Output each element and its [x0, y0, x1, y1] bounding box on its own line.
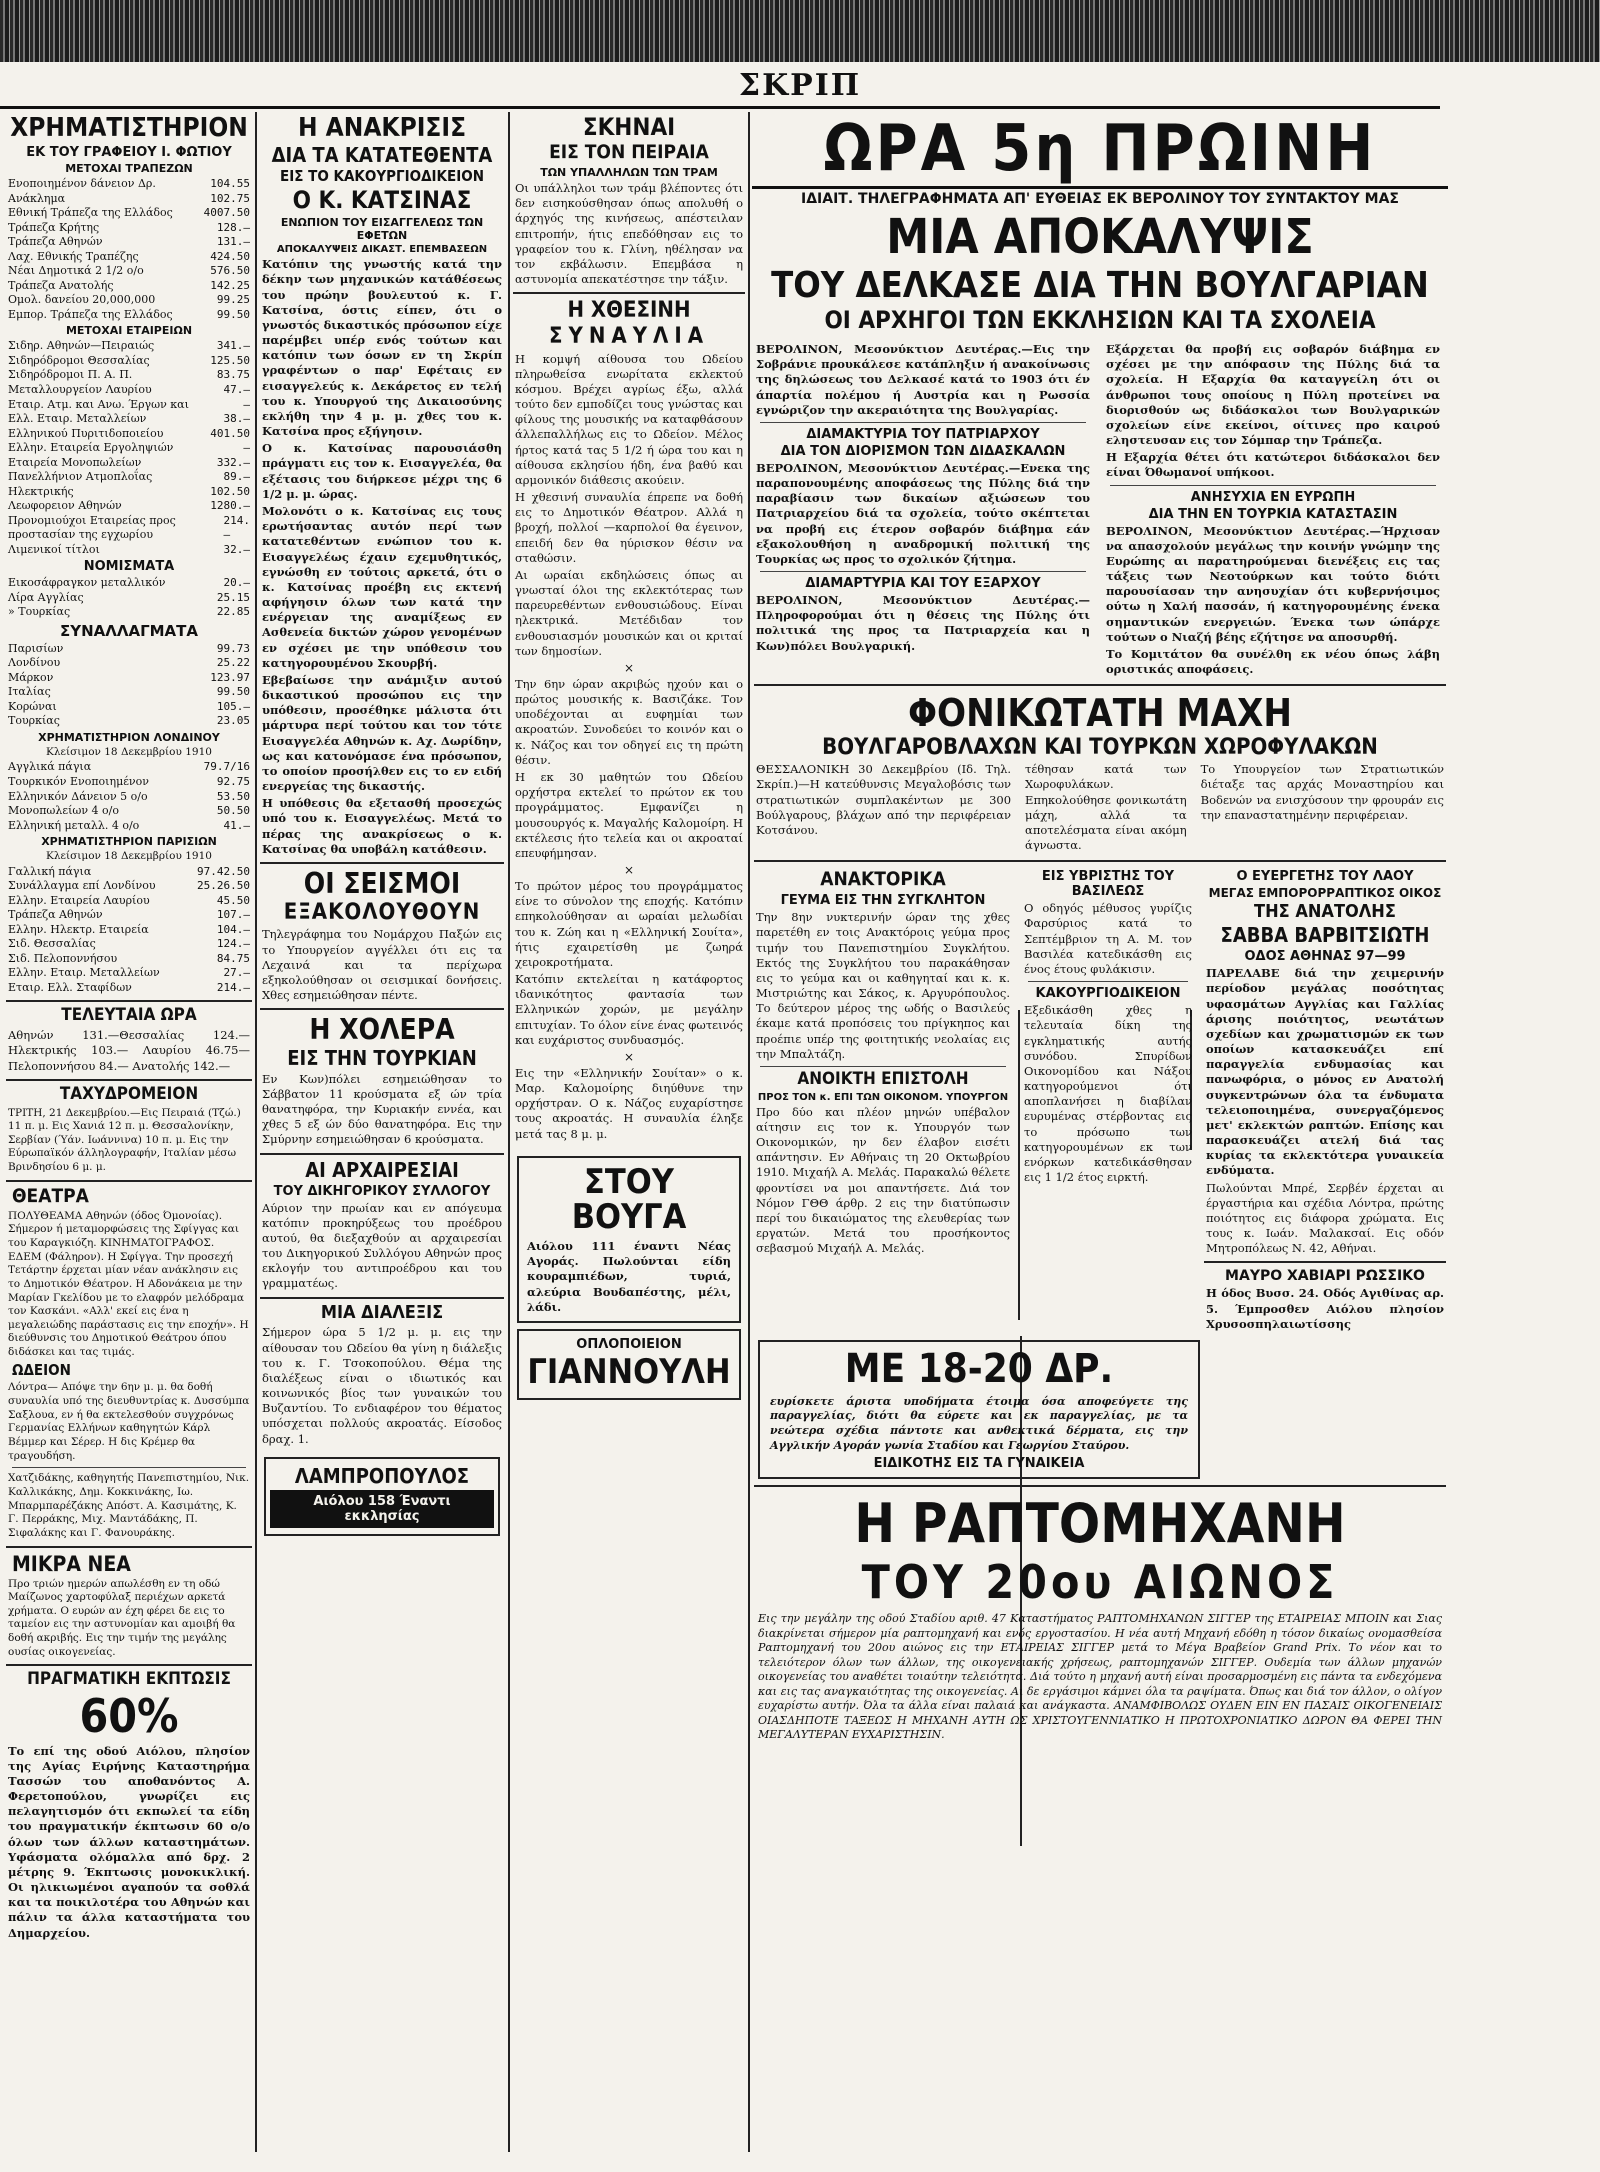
last-hour-text: Αθηνών 131.—Θεσσαλίας 124.—Ηλεκτρικής 103.— Λαυρίου 46.75—Πελοποννήσου 84.— Ανατολής 142.—: [8, 1028, 250, 1073]
row-value: 99.25: [216, 293, 250, 307]
row-label: Ελλην. Εταιρεία Εργοληψιών: [8, 441, 174, 455]
concert-heading: Η ΧΘΕΣΙΝΗ: [567, 298, 691, 324]
battle-subheading: ΒΟΥΛΓΑΡΟΒΛΑΧΩΝ ΚΑΙ ΤΟΥΡΚΩΝ ΧΩΡΟΦΥΛΑΚΩΝ: [822, 735, 1378, 761]
cholera-heading: Η ΧΟΛΕΡΑ: [309, 1013, 455, 1047]
row-label: Μάρκον: [8, 670, 54, 684]
early-edition-heading: ΩΡΑ 5η ΠΡΩΙΝΗ: [752, 112, 1448, 189]
row-label: Μονοπωλείων 4 ο/ο: [8, 804, 119, 818]
row-value: 131.—: [216, 235, 250, 249]
table-row: [8, 775, 250, 790]
row-label: Ελλ. Εταιρ. Μεταλλείων: [8, 412, 147, 426]
battle-text-3: Το Υπουργείον των Στρατιωτικών διέταξε τας αρχάς Μοναστηρίου και Βοδενών να ενισχύσουν την φρουράν εις την επαναστατημένην περιφέρειαν.: [1200, 762, 1444, 822]
row-value: 424.50: [210, 249, 250, 263]
column-divider: [255, 112, 257, 2152]
row-label: Συνάλλαγμα επί Λονδίνου: [8, 879, 156, 893]
theatres-text: ΠΟΛΥΘΕΑΜΑ Αθηνών (όδος Όμονοίας). Σήμερον ή μεταμορφώσεις της Σφίγγας και του Καραγκιόζη. ΚΙΝΗΜΑΤΟΓΡΑΦΟΣ. ΕΔΕΜ (Φάληρον). Η Σφίγγα. Την προσεχή Τετάρτην έρχεται μίαν νέαν ανάκλησιν εις το Δημοτικόν Θέατρον. Η Αδονάκεια με την Μαρίαν Γκελίδου με το ελαφρόν μελόδραμα τον Κασκάνι. «Αλλ' εκεί εις ένα η μεγαλειώδης παράστασις εις την εποχήν». Η διεύθυνσις του Δημοτικού Θεάτρου όπου διδάσκει και τας τιμάς.: [8, 1209, 249, 1359]
table-row: [8, 591, 250, 606]
exchange-rates-heading: ΣΥΝΑΛΛΑΓΜΑΤΑ: [59, 621, 199, 640]
concert-subheading: ΣΥΝΑΥΛΙΑ: [548, 324, 710, 350]
row-value: 20.—: [223, 576, 250, 590]
row-label: Λονδίνου: [8, 656, 61, 670]
coins-heading: ΝΟΜΙΣΜΑΤΑ: [83, 559, 175, 575]
row-label: Σιδ. Πελοποννήσου: [8, 951, 118, 965]
table-row: [8, 264, 250, 279]
row-value: 214.—: [223, 513, 250, 542]
table-row: [8, 456, 250, 471]
table-row: [8, 894, 250, 909]
revelation-subheading: ΤΟΥ ΔΕΛΚΑΣΕ ΔΙΑ ΤΗΝ ΒΟΥΛΓΑΡΙΑΝ: [771, 265, 1429, 306]
row-label: Νέαι Δημοτικά 2 1/2 ο/ο: [8, 264, 144, 278]
scenes-subheading: ΕΙΣ ΤΟΝ ΠΕΙΡΑΙΑ: [549, 141, 709, 164]
tailor-text: ΠΑΡΕΛΑΒΕ διά την χειμερινήν περίοδον μεγάλας ποσότητας υφασμάτων Αγγλίας και Γαλλίας άρισης ποιότητος, νεωτάτων σχεδίων και χρωματισμών εκ των οποίων κατασκευάζει επί παραγγελία ενδυμασίας και πανωφόρια, ο μόνος εν Ανατολή συγκεντρώνων όλα τα ένδυματα τελειοποιημένα, συνεργαζόμενος μετ' εκλεκτών ραπτών. Επίσης και παρασκευάζει ατελή διά τας κυρίας τα εκλεκτότερα γυναικεία ενδύματα.: [1206, 966, 1444, 1178]
row-label: Ομολ. δανείου 20,000,000: [8, 293, 156, 307]
palace-heading: ΑΝΑΚΤΟΡΙΚΑ: [820, 868, 946, 891]
row-label: Σιδηρόδρομοι Θεσσαλίας: [8, 353, 150, 367]
concert-text-7: Κατόπιν εκτελείται η κατάφορτος ιδανικότητος φαντασία των Ελληνικών χορών, με μεγάλην επιτυχίαν. Το όλον είνε ένας φωτεινός και ευχάριστος συνδυασμός.: [515, 972, 743, 1047]
row-label: Πανελλήνιον Ατμοπλοΐας: [8, 470, 153, 484]
london-date: Κλείσιμον 18 Δεκεμβρίου 1910: [46, 745, 212, 758]
table-row: [8, 966, 250, 981]
row-label: Τράπεζα Αθηνών: [8, 235, 103, 249]
concert-text-5: Η εκ 30 μαθητών του Ωδείου ορχήστρα εκτελεί το πρώτον εκ του προγράμματος. Εμφανίζει η μουσουργός κ. Μαγαλής Καλομοίρη. Η εκτέλεσις ήτο τελεία και οι ακροαταί επευφήμησαν.: [515, 769, 743, 860]
row-value: 107.—: [216, 908, 250, 922]
table-row: [8, 714, 250, 729]
table-row: [8, 543, 250, 558]
small-news-text: Προ τριών ημερών απωλέσθη εν τη οδώ Μαίζωνος χαρτοφύλαξ περιέχων αρκετά χρήματα. Ο ευρών αν έχη φέρει δε εις το ταμείον εις την αστυνομίαν και αμοιβή θα δοθή ακριβής. Εις την τιμήν της μεγάλης ουσίας οικογενείας.: [8, 1577, 236, 1658]
concert-text-2: Η χθεσινή συναυλία έπρεπε να δοθή εις το Δημοτικόν Θέατρον. Αλλά η βροχή, πολλοί —καρπολοί θα έγεινον, επειδή δεν θα ηύρισκον θέσιν να σταθώσιν.: [515, 490, 743, 565]
king-insult-text: Ο οδηγός μέθυσος γυρίζις Φαρσύριος κατά το Σεπτέμβριον τη Α. Μ. τον Βασιλέα κατεδικάσθη εις ένος έτους φυλάκισιν.: [1024, 901, 1192, 976]
table-row: [8, 865, 250, 880]
row-label: Ηλεκτρικής: [8, 484, 74, 498]
table-row: [8, 192, 250, 207]
table-row: [8, 576, 250, 591]
table-row: [8, 485, 250, 500]
telegrams-banner: ΙΔΙΑΙΤ. ΤΗΛΕΓΡΑΦΗΜΑΤΑ ΑΠ' ΕΥΘΕΙΑΣ ΕΚ ΒΕΡΟΛΙΝΟΥ ΤΟΥ ΣΥΝΤΑΚΤΟΥ ΜΑΣ: [801, 191, 1399, 207]
row-label: Ανάκλημα: [8, 191, 66, 205]
post-office-text: ΤΡΙΤΗ, 21 Δεκεμβρίου.—Εις Πειραιά (Τζώ.) 11 π. μ. Εις Χανιά 12 π. μ. Θεσσαλονίκην, Σερβίαν (Ύάν. Ιωάννινα) 10 π. μ. Εις την Εύρωπαϊκόν άλληλογραφήν, Ιταλίαν μέσω Βρινδησίου 6 μ. μ.: [8, 1106, 241, 1174]
exarch-protest-text: ΒΕΡΟΛΙΝΟΝ, Μεσονύκτιον Δευτέρας.—Πληροφορούμαι ότι η θέσεις της Πύλης ότι πολιτικά της προς τα Πατριαρχεία και η Κων)πόλει Βουλγαρική.: [756, 593, 1090, 653]
row-label: Κορώναι: [8, 699, 57, 713]
exarch-protest-heading: ΔΙΑΜΑΡΤΥΡΙΑ ΚΑΙ ΤΟΥ ΕΞΑΡΧΟΥ: [805, 576, 1041, 592]
shoes-ad: [758, 1340, 1200, 1479]
table-row: [8, 279, 250, 294]
scenes-heading: ΣΚΗΝΑΙ: [582, 113, 676, 141]
row-value: 401.50: [210, 426, 250, 440]
table-row: [8, 804, 250, 819]
shoes-ad-specialty: ΕΙΔΙΚΟΤΗΣ ΕΙΣ ΤΑ ΓΥΝΑΙΚΕΙΑ: [873, 1456, 1085, 1472]
row-value: 1280.—: [210, 499, 250, 513]
table-row: [8, 235, 250, 250]
lower-right: [1202, 867, 1448, 1334]
bank-shares-heading: ΜΕΤΟΧΑΙ ΤΡΑΠΕΖΩΝ: [65, 162, 193, 176]
concert-text-3: Αι ωραίαι εκδηλώσεις όπως αι γνωσταί όλοι της εκλεκτότερας των παρευρεθέντων ενθουσιώδους. Είναι ηλεκτρικά. Μετέδιδαν τον ενθουσιασμόν μουσικών και οι κριταί των δημοσίων.: [515, 567, 743, 658]
exchange-rates-table: [4, 642, 254, 729]
tailor-name: ΣΑΒΒΑ ΒΑΡΒΙΤΣΙΩΤΗ: [1220, 923, 1430, 948]
table-row: [8, 383, 250, 398]
table-row: [8, 177, 250, 192]
palace-subheading: ΓΕΥΜΑ ΕΙΣ ΤΗΝ ΣΥΓΚΛΗΤΟΝ: [780, 893, 986, 909]
table-row: [8, 937, 250, 952]
lampropoulos-ad-heading: ΛΑΜΠΡΟΠΟΥΛΟΣ: [294, 1463, 470, 1488]
row-value: 32.—: [223, 542, 250, 556]
row-label: Ελλην. Ηλεκτρ. Εταιρεία: [8, 922, 149, 936]
concert-text-6: Το πρώτον μέρος του προγράμματος είνε το σύνολον της εποχής. Κατόπιν επηκολούθησαν αι ωραίαι μελωδίαι του κ. Ζώη και η «Ελληνική Σουίτα», ήτις εχαιρετίσθη με ζωηρά χειροκροτήματα.: [515, 879, 743, 969]
concert-text-4: Την 6ην ώραν ακριβώς ηχούν και ο πρώτος μουσικής κ. Βασιζάκε. Τον υποδέχονται αι ευφημίαι των ακροατών. Συνοδεύει το κοινόν και ο κ. Νάζος και τον οδηγεί εις τη πρώτη θέσιν.: [515, 676, 743, 767]
caviar-heading: ΜΑΥΡΟ ΧΑΒΙΑΡΙ ΡΩΣΣΙΚΟ: [1225, 1268, 1425, 1285]
battle-text-1: ΘΕΣΣΑΛΟΝΙΚΗ 30 Δεκεμβρίου (Ιδ. Τηλ. Σκρίπ.)—Η κατεύθυνσις Μεγαλοβόσις των στρατιωτικών συμπλακέντων με 300 Βούλγαρους, βλάχων από την περιφέρειαν Κοτσάνου.: [756, 762, 1012, 837]
row-label: Ελλην. Εταιρ. Μεταλλείων: [8, 966, 160, 980]
row-value: 4007.50: [203, 206, 250, 220]
europe-concern-heading: ΑΝΗΣΥΧΙΑ ΕΝ ΕΥΡΩΠΗ: [1190, 489, 1356, 505]
row-value: 105.—: [216, 699, 250, 713]
inquiry-text-1: Κατόπιν της γνωστής κατά την δέκην των μηχανικών κατάθέσεως του πρώην βουλευτού κ. Γ. Κατσίνα, όστις είπεν, ότι ο γνωστός δικαστικός πρόσωπον είχε παρέμβει υπέρ ενός τούτων και κατόπιν των όσων εν τη Σκρίπ γραφέντων ο παρ' Εφέταις εν εισαγγελεύς κ. Δεκάρετος εν τελή του κ. Υπουργού της Δικαιοσύνης εκλήθη την 4 μ. μ. χθες του κ. Κατσίνα προς εξήγησιν.: [262, 257, 502, 439]
bank-shares-table: [4, 177, 254, 322]
inquiry-subheading-2: ΕΙΣ ΤΟ ΚΑΚΟΥΡΓΙΟΔΙΚΕΙΟΝ: [279, 167, 485, 186]
inquiry-text-2: Ο κ. Κατσίνας παρουσιάσθη πράγματι εις τον κ. Εισαγγελέα, θα εξέτασις του διήρκεσε μέχρι της 6 1/2 μ. μ. ώρας.: [262, 441, 502, 501]
row-value: 84.75: [216, 951, 250, 965]
masthead: ΣΚΡΙΠ: [738, 68, 862, 103]
katsinas-heading: Ο Κ. ΚΑΤΣΙΝΑΣ: [292, 186, 472, 215]
row-value: 22.85: [216, 605, 250, 619]
row-value: 89.—: [223, 470, 250, 484]
row-value: 25.15: [216, 590, 250, 604]
scenes-subheading-2: ΤΩΝ ΥΠΑΛΛΗΛΩΝ ΤΩΝ ΤΡΑΜ: [540, 166, 718, 180]
lecture-heading: ΜΙΑ ΔΙΑΛΕΞΙΣ: [320, 1301, 444, 1323]
table-row: [8, 514, 250, 543]
row-value: —: [243, 441, 250, 455]
revelation-text-2: Εξάρχεται θα προβή εις σοβαρόν διάβημα εν σχέσει με την απόφασιν της Πύλης διά τα σχολεία. Η Εξαρχία θα καταγγείλη ότι οι άνθρωποι τους οποίους η Πύλη προτείνει να διορισθούν ως διδάσκαλοι των Βουλγαρικών σχολείων είνε εκείνοι, οίτινες προ καιρού εληστευσαν εις τον Σόμπαρ την Τράπεζα.: [1106, 342, 1440, 448]
lecture-text: Σήμερον ώρα 5 1/2 μ. μ. εις την αίθουσαν του Ωδείου θα γίνη η διάλεξις του κ. Γ. Τσοκοπούλου. Θέμα της διαλέξεως είναι ο ιδιωτικός και κοινωνικός βίος των γυναικών του Βυζαντίου. Το ενδιαφέρον του θέματος υπόσχεται πολλούς ακροατάς. Είσοδος δραχ. 1.: [262, 1325, 502, 1446]
row-label: Τουρκίας: [8, 714, 60, 728]
row-value: 50.50: [216, 804, 250, 818]
table-row: [8, 908, 250, 923]
paris-table: [4, 865, 254, 996]
row-value: 45.50: [216, 893, 250, 907]
row-label: Ιταλίας: [8, 685, 51, 699]
cholera-subheading: ΕΙΣ ΤΗΝ ΤΟΥΡΚΙΑΝ: [287, 1045, 477, 1070]
names-text: Χατζιδάκης, καθηγητής Πανεπιστημίου, Νικ. Καλλικάκης, Δημ. Κοκκινάκης, Ιω. Μπαρμπαρέζάκης Απόστ. Α. Κασιμάτης, Κ. Γ. Περράκης, Μιχ. Μαντάδάκης, Π. Σιφαλάκης και Γ. Φανουράκης.: [8, 1472, 250, 1539]
table-row: [8, 206, 250, 221]
inquiry-text-5: Η υπόθεσις θα εξετασθή προσεχώς υπό του κ. Εισαγγελέως. Μετά το πέρας της ανακρίσεως ο κ. Κατσίνας θα υποβάλη κατάθεσιν.: [262, 796, 502, 856]
concert-text-1: Η κομψή αίθουσα του Ωδείου πληρωθείσα ενωρίτατα εκλεκτού κόσμου. Βρέχει αγρίως έξω, αλλά τούτο δεν εμποδίζει τους γνώστας και φίλους της μουσικής να καταφθάσουν άλλεπαλλήλως εις το Ωδείον. Μέλος ήρτος κατά τας 5 1/2 ή ώρα του και η αίθουσα εκλησίου ήδη, ένα βαθύ και αρμονικόν διάθεσις ακούειν.: [515, 351, 743, 487]
column-telegrams: [752, 112, 1448, 2162]
lower-left: [752, 867, 1014, 1334]
row-label: Ελληνικόν Δάνειον 5 ο/ο: [8, 789, 148, 803]
row-value: —: [243, 397, 250, 411]
europe-concern-text-2: Το Κομιτάτον θα συνέλθη εκ νέου όπως λάβη οριστικάς αποφάσεις.: [1106, 646, 1440, 677]
lower-middle: [1020, 867, 1196, 1334]
row-value: 142.25: [210, 278, 250, 292]
table-row: [8, 923, 250, 938]
table-row: [8, 642, 250, 657]
table-row: [8, 879, 250, 894]
company-shares-table: [4, 339, 254, 557]
patriarch-protest-text: ΒΕΡΟΛΙΝΟΝ, Μεσονύκτιον Δευτέρας.—Ενεκα της παραπονουμένης αποφάσεως της Πύλης διά την παραβίασιν των δικαίων αξιώσεων του Πατριαρχείου διά τα σχολεία, τούτο σκέπτεται να προβή εις έτερον σοβαρόν διάβημα εάν εξακολουθήση η αναδρομική πολιτική της Τουρκίας ως προς το σχολικόν ζήτημα.: [756, 460, 1090, 566]
row-label: Προνομιούχοι Εταιρείας προς προστασίαν της εγχωρίου: [8, 513, 176, 542]
company-shares-heading: ΜΕΤΟΧΑΙ ΕΤΑΙΡΕΙΩΝ: [65, 324, 193, 338]
vouga-ad-heading: ΣΤΟΥ ΒΟΥΓΑ: [571, 1161, 687, 1238]
revelation-text-1: ΒΕΡΟΛΙΝΟΝ, Μεσονύκτιον Δευτέρας.—Εις την Σοβράνιε προυκάλεσε κατάπληξιν ή ανακοίνωσις της δηλώσεως του Δελκασέ κατά το 1903 ότι έν άπαρτία πολέμου ή Αυστρία και η Ρωσσία εγνώριζον την ακεραιότητα της Βουλγαρίας.: [756, 342, 1090, 417]
inquiry-text-4: Εβεβαίωσε την ανάμιξιν αυτού δικαστικού προσώπου εις την υπόθεσιν, προσέθηκε μάλιστα ότι μάρτυρα περί τούτου και τον τότε Εισαγγελέα Αθηνών κ. Αχ. Δωρίδην, ως και κατονόμασε ένα πρόσωπον, το οποίον προσήλθεν εις το εν ειδή ενεργείας της δικαστής.: [262, 672, 502, 794]
row-label: Εταιρ. Ατμ. και Ανω. Έργων και: [8, 397, 189, 411]
revelation-text-3: Η Εξαρχία θέτει ότι κατώτεροι διδάσκαλοι δεν είναι Όθωμανοί υπήκοοι.: [1106, 450, 1440, 480]
earthquakes-subheading: ΕΞΑΚΟΛΟΥΘΟΥΝ: [283, 900, 481, 926]
row-value: 47.—: [223, 383, 250, 396]
column-divider: [508, 112, 510, 2152]
katsinas-subheading: ΕΝΩΠΙΟΝ ΤΟΥ ΕΙΣΑΓΓΕΛΕΩΣ ΤΩΝ ΕΦΕΤΩΝ: [280, 216, 484, 243]
table-row: [8, 760, 250, 775]
column-scenes: ΣΚΗΝΑΙ ΕΙΣ ΤΟΝ ΠΕΙΡΑΙΑ ΤΩΝ ΥΠΑΛΛΗΛΩΝ ΤΩΝ ΤΡΑΜ Οι υπάλληλοι των τράμ βλέποντες ότι δεν εισηκούσθησαν όπως απολυθή ο άρχηγός της κινήσεως, απέστειλαν επιτροπήν, ήτις επεδόθησαν εις το γραφείον του κ. Γλίνη, ηθέλησαν να τον εκβάλωσιν. Επεμβάσα η αστυνομία απεκατέστησε την τάξιν. Η ΧΘΕΣΙΝΗ ΣΥΝΑΥΛΙΑ Η κομψή αίθουσα του Ωδείου πληρωθείσα ενωρίτατα εκλεκτού κόσμου. Βρέχει αγρίως έξω, αλλά τούτο δεν εμποδίζει τους γνώστας και φίλους της μουσικής να καταφθάσουν άλλεπαλλήλως εις το Ωδείον. Μέλος ήρτος κατά τας 5 1/2 ή ώρα του και η αίθουσα εκλησίου ήδη, ένα βαθύ και αρμονικόν διάθεσις ακούειν. Η χθεσινή συναυλία έπρεπε να δοθή εις το Δημοτικόν Θέατρον. Αλλά η βροχή, πολλοί —καρπολοί θα έγεινον, επειδή δεν θα ηύρισκον θέσιν να σταθώσιν. Αι ωραίαι εκδηλώσεις όπως αι γνωσταί όλοι της εκλεκτότερας των παρευρεθέντων ενθουσιώδους. Είναι ηλεκτρικά. Μετέδιδαν τον ενθουσιασμόν μουσικών και οι κριταί των δημοσίων. × Την 6ην ώραν ακριβώς ηχούν και ο πρώτος μουσικής κ. Βασιζάκε. Τον υποδέχονται αι ευφημίαι των ακροατών. Συνοδεύει το κοινόν και ο κ. Νάζος και τον οδηγεί εις τη πρώτη θέσιν. Η εκ 30 μαθητών του Ωδείου ορχήστρα εκτελεί το πρώτον εκ του προγράμματος. Εμφανίζει η μουσουργός κ. Μαγαλής Καλομοίρη. Η εκτέλεσις ήτο τελεία και οι ακροαταί επευφήμησαν. × Το πρώτον μέρος του προγράμματος είνε το σύνολον της εποχής. Κατόπιν επηκολούθησαν αι ωραίαι μελωδίαι του κ. Ζώη και η «Ελληνική Σουίτα», ήτις εχαιρετίσθη με ζωηρά χειροκροτήματα. Κατόπιν εκτελείται η κατάφορτος ιδανικότητος φαντασία των Ελληνικών χορών, με μεγάλην επιτυχίαν. Το όλον είνε ένας φωτεινός και ευχάριστος συνδυασμός. × Εις την «Ελληνικήν Σουίταν» ο κ. Μαρ. Καλομοίρης διηύθυνε την ορχήστραν. Ο κ. Νάζος ευχαρίστησε τους ακροατάς. Η συναυλία έληξε μετά τας 8 μ. μ. ΣΤΟΥ ΒΟΥΓΑ Αιόλου 111 έναντι Νέας Αγοράς. Πωλούνται είδη κουραμπιέδων, τυριά, αλεύρια Βουδαπέστης, μέλι, λάδι. ΟΠΛΟΠΟΙΕΙΟΝ ΓΙΑΝΝΟΥΛΗ: [511, 112, 747, 2162]
open-letter-text: Προ δύο και πλέον μηνών υπέβαλον αίτησιν εις τον κ. Υπουργόν των Οικονομικών, ην δεν έλαβον εισέτι απάντησιν. Εν Αθήναις τη 20 Οκτωβρίου 1910. Μιχαήλ Α. Μελάς. Παρακαλώ θέλετε φροντίσει να μοι απαντήσετε. Διά τον Νόμον ΓΘΘ άρθρ. 2 εις την διατύπωσιν περί του δικαιώματος της ελευθερίας των εργατών. Μετά του προσήκοντος σεβασμού Μιχαήλ Α. Μελάς.: [756, 1104, 1010, 1256]
row-label: Τράπεζα Αθηνών: [8, 908, 103, 922]
inquiry-subheading: ΔΙΑ ΤΑ ΚΑΤΑΤΕΘΕΝΤΑ: [271, 143, 493, 168]
london-table: [4, 760, 254, 833]
row-value: 128.—: [216, 220, 250, 234]
table-row: [8, 819, 250, 834]
table-row: [8, 250, 250, 265]
row-value: 53.50: [216, 789, 250, 803]
row-value: 124.—: [216, 937, 250, 951]
elections-heading: ΑΙ ΑΡΧΑΙΡΕΣΙΑΙ: [305, 1157, 459, 1182]
row-label: Τράπεζα Ανατολής: [8, 278, 114, 292]
row-label: Παρισίων: [8, 641, 64, 655]
scenes-text: Οι υπάλληλοι των τράμ βλέποντες ότι δεν εισηκούσθησαν όπως απολυθή ο άρχηγός της κινήσεως, απέστειλαν επιτροπήν, ήτις επεδόθησαν εις το γραφείον του κ. Γλίνη, ηθέλησαν να τον εκβάλωσιν. Επεμβάσα η αστυνομία απεκατέστησε την τάξιν.: [515, 181, 743, 287]
row-value: 25.26.50: [197, 879, 250, 893]
paris-heading: ΧΡΗΜΑΤΙΣΤΗΡΙΟΝ ΠΑΡΙΣΙΩΝ: [41, 835, 217, 849]
battle-body: [752, 760, 1448, 855]
table-row: [8, 441, 250, 456]
row-value: 79.7/16: [203, 760, 250, 774]
europe-concern-subheading: ΔΙΑ ΤΗΝ ΕΝ ΤΟΥΡΚΙΑ ΚΑΤΑΣΤΑΣΙΝ: [1148, 506, 1398, 522]
row-label: Ελληνική μεταλλ. 4 ο/ο: [8, 818, 140, 832]
patriarch-protest-subheading: ΔΙΑ ΤΟΝ ΔΙΟΡΙΣΜΟΝ ΤΩΝ ΔΙΔΑΣΚΑΛΩΝ: [780, 443, 1066, 459]
row-label: Εικοσάφραγκον μεταλλικόν: [8, 576, 166, 590]
row-label: Σιδηρόδρομοι Π. Α. Π.: [8, 368, 133, 382]
table-row: [8, 981, 250, 996]
sewing-machine-heading: Η ΡΑΠΤΟΜΗΧΑΝΗ: [854, 1492, 1346, 1556]
europe-concern-text: ΒΕΡΟΛΙΝΟΝ, Μεσονύκτιον Δευτέρας.—Ήρχισαν να απασχολούν μεγάλως την κοινήν γνώμην της Ευρώπης αι παρατηρούμεναι διενέξεις εις τας τάξεις των Νεοτούρκων και τούτο διότι παρουσίασαν την ανησυχίαν ότι κυβερνήσιμος ούτω η Χαλή πασσάν, ή κατηγορουμένης ένεκα σημαντικών ενεργειών. Ένεκα των ώπάρχε τούτων ο Νιαζή βέης εζήτησε να αποσυρθή.: [1106, 523, 1440, 644]
row-value: 99.50: [216, 685, 250, 699]
row-label: Τουρκικόν Ενοποιημένον: [8, 774, 149, 788]
table-row: [8, 339, 250, 354]
odeion-heading: ΩΔΕΙΟΝ: [12, 1360, 71, 1379]
sale-heading: ΠΡΑΓΜΑΤΙΚΗ ΕΚΠΤΩΣΙΣ: [27, 1669, 231, 1690]
benefactor-heading: Ο ΕΥΕΡΓΕΤΗΣ ΤΟΥ ΛΑΟΥ: [1236, 869, 1414, 885]
elections-text: Αύριον την πρωίαν και εν απόγευμα κατόπιν προκηρύξεως του προέδρου αυτού, θα διεξαχθούν αι αρχαιρεσίαι του Δικηγορικού Συλλόγου Αθηνών προς εκλογήν του αντιπροέδρου και του γραμματέως.: [262, 1200, 502, 1291]
sale-percent: 60%: [79, 1689, 179, 1744]
row-value: 332.—: [216, 455, 250, 469]
king-insult-heading: ΕΙΣ ΥΒΡΙΣΤΗΣ ΤΟΥ ΒΑΣΙΛΕΩΣ: [1041, 869, 1175, 900]
exchange-subtitle: ΕΚ ΤΟΥ ΓΡΑΦΕΙΟΥ Ι. ΦΩΤΙΟΥ: [26, 145, 232, 161]
caviar-text: Η όδος Βυσσ. 24. Οδός Αγιθίνας αρ. 5. Έμπροσθεν Αιόλου πλησίον Χρυσοσπηλαιωτίσσης: [1206, 1286, 1444, 1331]
row-value: 27.—: [223, 966, 250, 980]
column-market: [4, 112, 254, 2162]
row-value: 123.97: [210, 670, 250, 684]
lampropoulos-ad-text: Αιόλου 158 Έναντι εκκλησίας: [270, 1490, 494, 1528]
scan-top-band: [0, 0, 1600, 62]
row-value: 341.—: [216, 339, 250, 353]
katsinas-subheading-2: ΑΠΟΚΑΛΥΨΕΙΣ ΔΙΚΑΣΤ. ΕΠΕΜΒΑΣΕΩΝ: [276, 244, 488, 256]
table-row: [8, 293, 250, 308]
table-row: [8, 605, 250, 620]
earthquakes-heading: ΟΙ ΣΕΙΣΜΟΙ: [303, 866, 461, 900]
table-row: [8, 427, 250, 442]
sewing-machine-text: Εις την μεγάλην της οδού Σταδίου αριθ. 47 Καταστήματος ΡΑΠΤΟΜΗΧΑΝΩΝ ΣΙΓΓΕΡ της ΕΤΑΙΡΕΙΑΣ ΜΠΟΙΝ και Σιας διακρίνεται σήμερον μία ραπτομηχανή και ενός εργοστασίου. Η νέα αυτή Μηχανή εδόθη η τόσον δικαίως ονομασθείσα Ραπτομηχανή του 20ου αιώνος εις την ΕΤΑΙΡΕΙΑΣ ΣΙΓΓΕΡ μετά το Μέγα Βραβείον Grand Prix. Το νέον και το τελειότερον όλων των άλλων, της οικογενειακής χρήσεως, ραπτομηχανών ΣΙΓΓΕΡ. Ουδεμία των άλλων μηχανών οικογενείας του αναθέτει τοιαύτην τελειότητα. Διά τούτο η μηχανή αυτή είναι προσαρμοσμένη εις πάντα τα ενδεχόμενα και εις τας αναγκαιότητας της οικογενείας. Αι δε εργάσιμοι κάμνει όλα τα ραψίματα. Όπως και διά τον άλλον, ο ολίγον ευχαρίστω αυτήν. Όλα τα άλλα είναι παλαιά και ανάγκαστα. ΑΝΑΜΦΙΒΟΛΩΣ ΟΥΔΕΝ ΕΙΝ ΕΝ ΠΑΣΑΙΣ ΟΙΚΟΓΕΝΕΙΑΙΣ ΟΙΑΣΔΗΠΟΤΕ ΤΑΞΕΩΣ Η ΜΗΧΑΝΗ ΑΥΤΗ ΩΣ ΧΡΙΣΤΟΥΓΕΝΝΙΑΤΙΚΟ Η ΠΡΩΤΟΧΡΟΝΙΑΤΙΚΟ ΔΩΡΟΝ ΘΑ ΦΕΡΕΙ ΤΗΝ ΜΕΓΑΛΥΤΕΡΑΝ ΕΥΧΑΡΙΣΤΗΣΙΝ.: [758, 1612, 1442, 1742]
concert-text-8: Εις την «Ελληνικήν Σουίταν» ο κ. Μαρ. Καλομοίρης διηύθυνε την ορχήστραν. Ο κ. Νάζος ευχαρίστησε τους ακροατάς. Η συναυλία έληξε μετά τας 8 μ. μ.: [515, 1065, 743, 1141]
table-row: [8, 671, 250, 686]
gunsmith-ad: [517, 1329, 741, 1400]
palace-text: Την 8ην νυκτερινήν ώραν της χθες παρετέθη εν τοις Ανακτόροις γεύμα προς τιμήν του Πανεπιστημίου Συγκλήτου. Εκτός της Συγκλήτου του παρακάθησαν εις το γεύμα και οι καθηγηταί και κ. κ. Μιστριώτης και Σάκος, κ. Αργυρόπουλος. Το δεύτερον μέρος της ωδής ο Βασιλεύς έκαμε κατά προπόσεις του πρίγκηπος και προέπιε υπέρ της φοιτητικής νεολαίας εις την Μπαλτάζη.: [756, 910, 1010, 1061]
row-value: 102.50: [210, 484, 250, 498]
row-label: Εταιρεία Μονοπωλείων: [8, 455, 142, 469]
lampropoulos-ad: [264, 1457, 500, 1536]
open-letter-heading: ΑΝΟΙΚΤΗ ΕΠΙΣΤΟΛΗ: [797, 1068, 969, 1089]
table-row: [8, 656, 250, 671]
battle-heading: ΦΟΝΙΚΩΤΑΤΗ ΜΑΧΗ: [907, 691, 1293, 736]
lower-section: [752, 867, 1448, 1334]
row-label: Λεωφορειον Αθηνών: [8, 499, 122, 513]
row-label: Τράπεζα Κρήτης: [8, 220, 100, 234]
inquiry-text-3: Μολονότι ο κ. Κατσίνας εις τους ερωτήσαντας αυτόν περί των κατατεθέντων ενώπιον του κ. Εισαγγελέως έχαιν εχεμυθητικός, εγνώσθη εν τούτοις αρκετά, ότι ο κ. Κατσίνας προέβη εις εκτενή αφήγησιν όλων των κατά την ενέργειαν της αναμίξεως εν Ασθενεία δικτών χώρον γενομένων εν σχέσει με την υπόθεσιν του κατηγορουμένου Σκουρβή.: [262, 503, 502, 670]
table-row: [8, 952, 250, 967]
exchange-title: ΧΡΗΜΑΤΙΣΤΗΡΙΟΝ: [10, 113, 248, 143]
row-label: Εταιρ. Ελλ. Σταφίδων: [8, 980, 132, 994]
vouga-ad: [517, 1156, 741, 1323]
row-value: 104.—: [216, 922, 250, 936]
sewing-machine-subheading: ΤΟΥ 20ου ΑΙΩΝΟΣ: [861, 1555, 1339, 1610]
row-label: Λαχ. Εθνικής Τραπέζης: [8, 249, 139, 263]
revelation-subheading-2: ΟΙ ΑΡΧΗΓΟΙ ΤΩΝ ΕΚΚΛΗΣΙΩΝ ΚΑΙ ΤΑ ΣΧΟΛΕΙΑ: [824, 306, 1376, 334]
open-letter-subheading: ΠΡΟΣ ΤΟΝ κ. ΕΠΙ ΤΩΝ ΟΙΚΟΝΟΜ. ΥΠΟΥΡΓΟΝ: [757, 1091, 1009, 1103]
inquiry-heading: Η ΑΝΑΚΡΙΣΙΣ: [297, 113, 467, 143]
theatres-heading: ΘΕΑΤΡΑ: [12, 1184, 89, 1207]
row-label: Λιμενικοί τίτλοι: [8, 542, 100, 556]
shoes-ad-text: ευρίσκετε άριστα υποδήματα έτοιμα όσα αποφεύγετε της παραγγελίας, διότι θα εύρετε και εκ παραγγελίας, με τα νεώτερα σχέδια πάντοτε και ανθεκτικά δέρματα, εις την Αγγλικήν Αγοράν γωνία Σταδίου και Γεωργίου Σταύρου.: [770, 1394, 1188, 1452]
table-row: [8, 499, 250, 514]
column-divider: [748, 112, 750, 2152]
criminal-court-text: Εξεδικάσθη χθες η τελευταία δίκη της εγκληματικής αυτής συνόδου. Σπυρίδων Οικονομίδου και Νάξου κατηγορούμενοι ότι αποπλανήσει η διαβίλαν ευρυμένας στέρβοντας εις το πρόσωπο των κατηγορουμένων εκ των ενόρκων κατεδικάσθησαν εις 1 1/2 έτος ειρκτή.: [1024, 1003, 1192, 1185]
row-value: 41.—: [223, 818, 250, 832]
row-value: 92.75: [216, 774, 250, 788]
london-heading: ΧΡΗΜΑΤΙΣΤΗΡΙΟΝ ΛΟΝΔΙΝΟΥ: [38, 730, 220, 744]
row-value: 99.50: [216, 307, 250, 321]
row-value: 102.75: [210, 191, 250, 205]
elections-subheading: ΤΟΥ ΔΙΚΗΓΟΡΙΚΟΥ ΣΥΛΛΟΓΟΥ: [273, 1183, 491, 1199]
tailor-subheading: ΤΗΣ ΑΝΑΤΟΛΗΣ: [1254, 901, 1396, 923]
row-value: 23.05: [216, 714, 250, 728]
coins-table: [4, 576, 254, 620]
row-label: Εθνική Τράπεζα της Ελλάδος: [8, 206, 173, 220]
tailor-heading: ΜΕΓΑΣ ΕΜΠΟΡΟΡΡΑΠΤΙΚΟΣ ΟΙΚΟΣ: [1208, 886, 1442, 901]
table-row: [8, 398, 250, 413]
table-row: [8, 412, 250, 427]
table-row: [8, 790, 250, 805]
last-hour-heading: ΤΕΛΕΥΤΑΙΑ ΩΡΑ: [61, 1005, 197, 1026]
row-label: Μεταλλουργείον Λαυρίου: [8, 383, 152, 396]
row-label: Σιδηρ. Αθηνών—Πειραιώς: [8, 339, 155, 353]
row-label: » Τουρκίας: [8, 605, 71, 619]
post-office-heading: ΤΑΧΥΔΡΟΜΕΙΟΝ: [59, 1083, 199, 1104]
row-value: 214.—: [216, 980, 250, 994]
table-row: [8, 700, 250, 715]
row-label: Εμπορ. Τράπεζα της Ελλάδος: [8, 307, 173, 321]
row-value: 38.—: [223, 412, 250, 426]
revelation-body: [752, 340, 1448, 679]
row-label: Ελλην. Εταιρεία Λαυρίου: [8, 893, 150, 907]
row-label: Σιδ. Θεσσαλίας: [8, 937, 96, 951]
cholera-text: Εν Κων)πόλει εσημειώθησαν το Σάββατον 11 κρούσματα εξ ών τρία θανατηφόρα, την Κυριακήν εννέα, και χθες 5 εξ ών δύο θανατηφόρα. Εις την Σμύρνην εσημειώθησαν 6 κρούσματα.: [262, 1071, 502, 1147]
patriarch-protest-heading: ΔΙΑΜΑΚΤΥΡΙΑ ΤΟΥ ΠΑΤΡΙΑΡΧΟΥ: [806, 426, 1040, 442]
row-value: 104.55: [210, 177, 250, 191]
masthead-rule: [0, 106, 1440, 109]
paris-date: Κλείσιμον 18 Δεκεμβρίου 1910: [46, 850, 212, 863]
gunsmith-ad-heading: ΟΠΛΟΠΟΙΕΙΟΝ: [576, 1337, 682, 1352]
criminal-court-heading: ΚΑΚΟΥΡΓΙΟΔΙΚΕΙΟΝ: [1035, 986, 1181, 1002]
row-value: 576.50: [210, 264, 250, 278]
revelation-heading: ΜΙΑ ΑΠΟΚΑΛΥΨΙΣ: [886, 209, 1314, 265]
table-row: [8, 470, 250, 485]
table-row: [8, 685, 250, 700]
row-value: 125.50: [210, 353, 250, 367]
vouga-ad-text: Αιόλου 111 έναντι Νέας Αγοράς. Πωλούνται είδη κουραμπιέδων, τυριά, αλεύρια Βουδαπέστης, μέλι, λάδι.: [527, 1239, 731, 1314]
row-value: 83.75: [216, 368, 250, 382]
row-label: Ελληνικού Πυριτιδοποιείου: [8, 426, 164, 440]
table-row: [8, 221, 250, 236]
tailor-text-2: Πωλούνται Μπρέ, Σερβέν έρχεται αι έργαστήρια και σχέδια Λόντρα, πρώτης ποιότητος εις διάφορα χρώματα. Εις τους κ. Ιωάν. Μαλακσαί. Εις οδόν Μητροπόλεως Ν. 42, Αθήναι.: [1206, 1180, 1444, 1256]
table-row: [8, 354, 250, 369]
column-inquiry: [258, 112, 506, 2162]
earthquakes-text: Τηλεγράφημα του Νομάρχου Παξών εις το Υπουργείον αγγέλλει ότι εις τα Λεχαινά και τα περίχωρα εξηκολούθησαν οι σεισμικαί δονήσεις. Χθες εσημειώθησαν πέντε.: [262, 927, 502, 1003]
battle-text-2: τέθησαν κατά των Χωροφυλάκων. Επηκολούθησε φονικωτάτη μάχη, αλλά τα αποτελέσματα είναι ακόμη άγνωστα.: [1025, 762, 1187, 853]
row-label: Λίρα Αγγλίας: [8, 590, 84, 604]
sale-text: Το επί της οδού Αιόλου, πλησίον της Αγίας Ειρήνης Καταστηρήμα Τασσών του αποθανόντος Α. Φερετοπούλου, γνωρίζει εις πελαγητισμόν ότι εκπωλεί τα είδη του πραγματικήν έκπτωσιν 60 ο/ο όλων των άλλων καταστημάτων. Υφάσματα ολόμαλλα από δρχ. 2 μέτρης 9. Έκπτωσις μονοκικλική. Οι ηλικιωμένοι αγαπούν τα σοθλά και τα ποικιλοτέρα του Αθηνών και πάλιν τα άλλα καταστήματα του Δημαρχείου.: [8, 1743, 250, 1940]
small-news-heading: ΜΙΚΡΑ ΝΕΑ: [12, 1551, 131, 1576]
tailor-address: ΟΔΟΣ ΑΘΗΝΑΣ 97—99: [1244, 949, 1406, 965]
row-label: Γαλλική πάγια: [8, 864, 92, 878]
row-label: Αγγλικά πάγια: [8, 760, 92, 774]
table-row: [8, 308, 250, 323]
row-label: Ενοποιημένον δάνειον Δρ.: [8, 177, 156, 191]
row-value: 25.22: [216, 656, 250, 670]
shoes-ad-price: ΜΕ 18-20 ΔΡ.: [844, 1345, 1114, 1392]
table-row: [8, 368, 250, 383]
row-value: 99.73: [216, 641, 250, 655]
gunsmith-ad-name: ΓΙΑΝΝΟΥΛΗ: [527, 1352, 731, 1392]
odeion-text: Λόντρα— Απόψε την 6ην μ. μ. θα δοθή συναυλία υπό της διευθυντρίας κ. Δυσσύμπα Σαξλουα, εν ή θα εκτελεσθούν συγχρόνως Γερμανίας Ελλήνων καθηγητών Κάρλ Βέμμερ και Σέρερ. Η δις Κρέμερ θα τραγουδήση.: [8, 1381, 250, 1462]
row-value: 97.42.50: [197, 864, 250, 878]
